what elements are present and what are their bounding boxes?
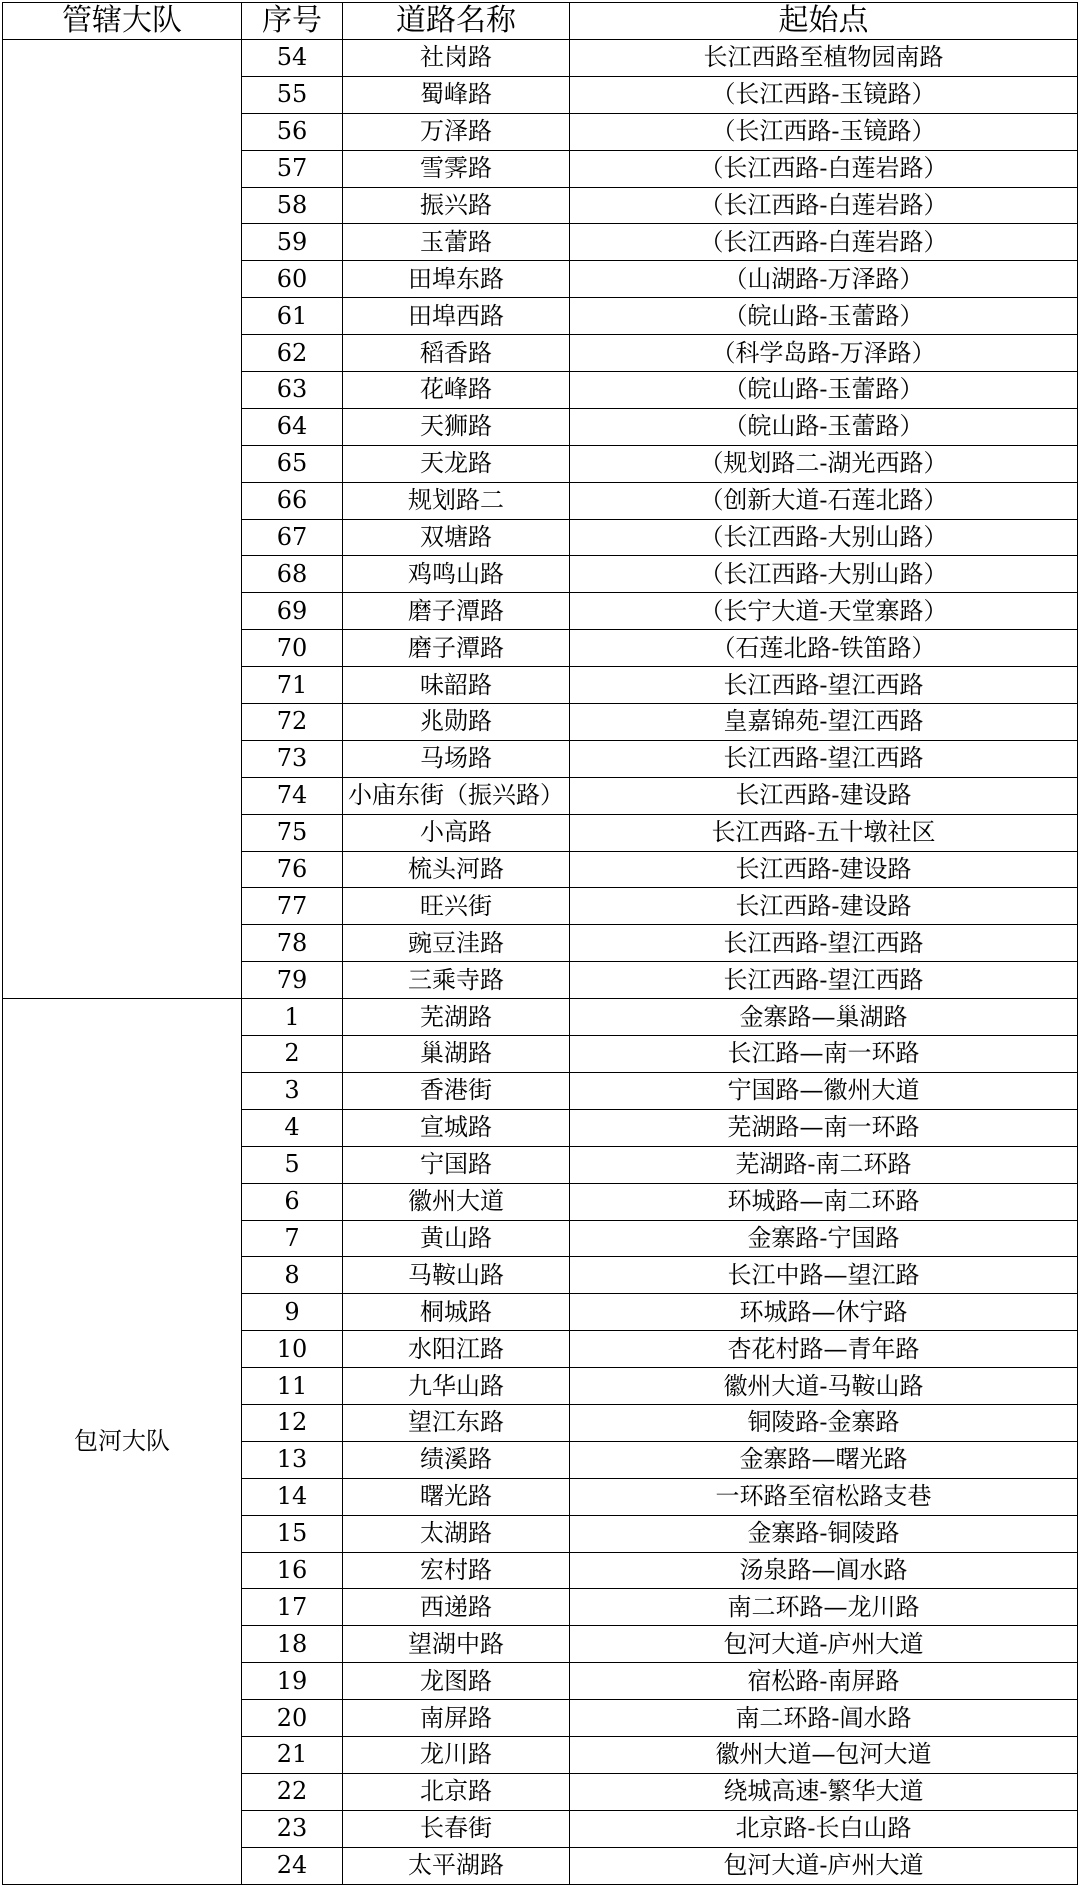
road-name-cell: 龙图路 bbox=[343, 1663, 570, 1700]
road-name-cell: 长春街 bbox=[343, 1810, 570, 1847]
road-name-cell: 味韶路 bbox=[343, 667, 570, 704]
number-cell: 72 bbox=[242, 704, 343, 741]
start-point-cell: （长江西路-白莲岩路） bbox=[570, 187, 1078, 224]
number-cell: 13 bbox=[242, 1441, 343, 1478]
number-cell: 73 bbox=[242, 740, 343, 777]
number-cell: 57 bbox=[242, 150, 343, 187]
start-point-cell: 长江西路-望江西路 bbox=[570, 740, 1078, 777]
start-point-cell: （长江西路-玉镜路） bbox=[570, 76, 1078, 113]
table-row bbox=[3, 999, 1078, 1036]
number-cell: 2 bbox=[242, 1036, 343, 1073]
road-name-cell: 绩溪路 bbox=[343, 1441, 570, 1478]
team-cell: 包河大队 bbox=[3, 999, 242, 1884]
start-point-cell: 宿松路-南屏路 bbox=[570, 1663, 1078, 1700]
start-point-cell: （皖山路-玉蕾路） bbox=[570, 372, 1078, 409]
road-name-cell: 玉蕾路 bbox=[343, 224, 570, 261]
road-name-cell: 北京路 bbox=[343, 1773, 570, 1810]
header-row bbox=[3, 3, 1078, 40]
start-point-cell: （长江西路-玉镜路） bbox=[570, 113, 1078, 150]
road-name-cell: 马场路 bbox=[343, 740, 570, 777]
road-name-cell: 磨子潭路 bbox=[343, 630, 570, 667]
start-point-cell: 杏花村路—青年路 bbox=[570, 1331, 1078, 1368]
road-name-cell: 宣城路 bbox=[343, 1109, 570, 1146]
road-name-cell: 小庙东街（振兴路） bbox=[343, 777, 570, 814]
number-cell: 18 bbox=[242, 1626, 343, 1663]
start-point-cell: 长江西路-建设路 bbox=[570, 888, 1078, 925]
number-cell: 15 bbox=[242, 1515, 343, 1552]
road-name-cell: 水阳江路 bbox=[343, 1331, 570, 1368]
number-cell: 56 bbox=[242, 113, 343, 150]
start-point-cell: 长江西路-建设路 bbox=[570, 777, 1078, 814]
start-point-cell: 宁国路—徽州大道 bbox=[570, 1072, 1078, 1109]
start-point-cell: 南二环路—龙川路 bbox=[570, 1589, 1078, 1626]
number-cell: 75 bbox=[242, 814, 343, 851]
start-point-cell: （长宁大道-天堂寨路） bbox=[570, 593, 1078, 630]
table-body bbox=[3, 40, 1078, 1885]
number-cell: 65 bbox=[242, 445, 343, 482]
road-name-cell: 望江东路 bbox=[343, 1404, 570, 1441]
start-point-cell: 包河大道-庐州大道 bbox=[570, 1847, 1078, 1884]
road-name-cell: 蜀峰路 bbox=[343, 76, 570, 113]
road-name-cell: 龙川路 bbox=[343, 1736, 570, 1773]
road-name-cell: 三乘寺路 bbox=[343, 962, 570, 999]
road-table bbox=[2, 2, 1078, 1885]
start-point-cell: 长江西路-望江西路 bbox=[570, 962, 1078, 999]
start-point-cell: 金寨路—巢湖路 bbox=[570, 999, 1078, 1036]
number-cell: 79 bbox=[242, 962, 343, 999]
header-team: 管辖大队 bbox=[3, 3, 242, 40]
road-name-cell: 太湖路 bbox=[343, 1515, 570, 1552]
start-point-cell: （长江西路-白莲岩路） bbox=[570, 150, 1078, 187]
road-name-cell: 雪霁路 bbox=[343, 150, 570, 187]
road-name-cell: 望湖中路 bbox=[343, 1626, 570, 1663]
number-cell: 76 bbox=[242, 851, 343, 888]
number-cell: 59 bbox=[242, 224, 343, 261]
number-cell: 55 bbox=[242, 76, 343, 113]
start-point-cell: 金寨路-铜陵路 bbox=[570, 1515, 1078, 1552]
number-cell: 22 bbox=[242, 1773, 343, 1810]
road-name-cell: 社岗路 bbox=[343, 40, 570, 77]
start-point-cell: 长江西路-望江西路 bbox=[570, 925, 1078, 962]
start-point-cell: 一环路至宿松路支巷 bbox=[570, 1478, 1078, 1515]
start-point-cell: 包河大道-庐州大道 bbox=[570, 1626, 1078, 1663]
road-name-cell: 天狮路 bbox=[343, 408, 570, 445]
road-name-cell: 九华山路 bbox=[343, 1368, 570, 1405]
number-cell: 4 bbox=[242, 1109, 343, 1146]
number-cell: 7 bbox=[242, 1220, 343, 1257]
number-cell: 67 bbox=[242, 519, 343, 556]
number-cell: 17 bbox=[242, 1589, 343, 1626]
road-name-cell: 巢湖路 bbox=[343, 1036, 570, 1073]
road-name-cell: 宏村路 bbox=[343, 1552, 570, 1589]
road-name-cell: 小高路 bbox=[343, 814, 570, 851]
number-cell: 5 bbox=[242, 1146, 343, 1183]
road-name-cell: 花峰路 bbox=[343, 372, 570, 409]
road-name-cell: 田埠西路 bbox=[343, 298, 570, 335]
start-point-cell: 长江西路-五十墩社区 bbox=[570, 814, 1078, 851]
road-name-cell: 鸡鸣山路 bbox=[343, 556, 570, 593]
start-point-cell: 长江西路至植物园南路 bbox=[570, 40, 1078, 77]
number-cell: 69 bbox=[242, 593, 343, 630]
start-point-cell: 长江中路—望江路 bbox=[570, 1257, 1078, 1294]
start-point-cell: 北京路-长白山路 bbox=[570, 1810, 1078, 1847]
start-point-cell: （长江西路-大别山路） bbox=[570, 519, 1078, 556]
road-name-cell: 振兴路 bbox=[343, 187, 570, 224]
road-name-cell: 徽州大道 bbox=[343, 1183, 570, 1220]
number-cell: 11 bbox=[242, 1368, 343, 1405]
start-point-cell: 皇嘉锦苑-望江西路 bbox=[570, 704, 1078, 741]
header-number: 序号 bbox=[242, 3, 343, 40]
start-point-cell: （长江西路-大别山路） bbox=[570, 556, 1078, 593]
start-point-cell: 南二环路-阊水路 bbox=[570, 1700, 1078, 1737]
number-cell: 12 bbox=[242, 1404, 343, 1441]
number-cell: 64 bbox=[242, 408, 343, 445]
number-cell: 66 bbox=[242, 482, 343, 519]
road-name-cell: 稻香路 bbox=[343, 335, 570, 372]
number-cell: 8 bbox=[242, 1257, 343, 1294]
road-name-cell: 田埠东路 bbox=[343, 261, 570, 298]
road-name-cell: 西递路 bbox=[343, 1589, 570, 1626]
start-point-cell: 汤泉路—阊水路 bbox=[570, 1552, 1078, 1589]
road-name-cell: 天龙路 bbox=[343, 445, 570, 482]
start-point-cell: 徽州大道-马鞍山路 bbox=[570, 1368, 1078, 1405]
number-cell: 21 bbox=[242, 1736, 343, 1773]
start-point-cell: 环城路—南二环路 bbox=[570, 1183, 1078, 1220]
start-point-cell: （皖山路-玉蕾路） bbox=[570, 298, 1078, 335]
road-name-cell: 黄山路 bbox=[343, 1220, 570, 1257]
number-cell: 58 bbox=[242, 187, 343, 224]
road-name-cell: 旺兴街 bbox=[343, 888, 570, 925]
start-point-cell: （石莲北路-铁笛路） bbox=[570, 630, 1078, 667]
road-name-cell: 芜湖路 bbox=[343, 999, 570, 1036]
number-cell: 9 bbox=[242, 1294, 343, 1331]
road-name-cell: 太平湖路 bbox=[343, 1847, 570, 1884]
road-name-cell: 桐城路 bbox=[343, 1294, 570, 1331]
road-name-cell: 兆勋路 bbox=[343, 704, 570, 741]
number-cell: 60 bbox=[242, 261, 343, 298]
road-name-cell: 宁国路 bbox=[343, 1146, 570, 1183]
road-name-cell: 规划路二 bbox=[343, 482, 570, 519]
road-name-cell: 豌豆洼路 bbox=[343, 925, 570, 962]
road-name-cell: 南屏路 bbox=[343, 1700, 570, 1737]
number-cell: 6 bbox=[242, 1183, 343, 1220]
road-name-cell: 香港街 bbox=[343, 1072, 570, 1109]
number-cell: 62 bbox=[242, 335, 343, 372]
table-header bbox=[3, 3, 1078, 40]
start-point-cell: （山湖路-万泽路） bbox=[570, 261, 1078, 298]
start-point-cell: 芜湖路-南二环路 bbox=[570, 1146, 1078, 1183]
start-point-cell: （皖山路-玉蕾路） bbox=[570, 408, 1078, 445]
start-point-cell: 绕城高速-繁华大道 bbox=[570, 1773, 1078, 1810]
header-start: 起始点 bbox=[570, 3, 1078, 40]
start-point-cell: 徽州大道—包河大道 bbox=[570, 1736, 1078, 1773]
road-name-cell: 梳头河路 bbox=[343, 851, 570, 888]
number-cell: 74 bbox=[242, 777, 343, 814]
start-point-cell: （长江西路-白莲岩路） bbox=[570, 224, 1078, 261]
number-cell: 70 bbox=[242, 630, 343, 667]
start-point-cell: 金寨路—曙光路 bbox=[570, 1441, 1078, 1478]
number-cell: 23 bbox=[242, 1810, 343, 1847]
start-point-cell: （规划路二-湖光西路） bbox=[570, 445, 1078, 482]
road-name-cell: 曙光路 bbox=[343, 1478, 570, 1515]
start-point-cell: 长江西路-建设路 bbox=[570, 851, 1078, 888]
number-cell: 71 bbox=[242, 667, 343, 704]
road-name-cell: 万泽路 bbox=[343, 113, 570, 150]
number-cell: 19 bbox=[242, 1663, 343, 1700]
number-cell: 78 bbox=[242, 925, 343, 962]
start-point-cell: 芜湖路—南一环路 bbox=[570, 1109, 1078, 1146]
number-cell: 1 bbox=[242, 999, 343, 1036]
team-cell bbox=[3, 40, 242, 999]
start-point-cell: 长江西路-望江西路 bbox=[570, 667, 1078, 704]
number-cell: 3 bbox=[242, 1072, 343, 1109]
number-cell: 77 bbox=[242, 888, 343, 925]
start-point-cell: （科学岛路-万泽路） bbox=[570, 335, 1078, 372]
start-point-cell: 环城路—休宁路 bbox=[570, 1294, 1078, 1331]
table-row bbox=[3, 40, 1078, 77]
start-point-cell: 金寨路-宁国路 bbox=[570, 1220, 1078, 1257]
number-cell: 10 bbox=[242, 1331, 343, 1368]
road-name-cell: 双塘路 bbox=[343, 519, 570, 556]
start-point-cell: 铜陵路-金寨路 bbox=[570, 1404, 1078, 1441]
road-name-cell: 磨子潭路 bbox=[343, 593, 570, 630]
number-cell: 68 bbox=[242, 556, 343, 593]
number-cell: 54 bbox=[242, 40, 343, 77]
number-cell: 16 bbox=[242, 1552, 343, 1589]
number-cell: 61 bbox=[242, 298, 343, 335]
number-cell: 24 bbox=[242, 1847, 343, 1884]
number-cell: 63 bbox=[242, 372, 343, 409]
start-point-cell: 长江路—南一环路 bbox=[570, 1036, 1078, 1073]
start-point-cell: （创新大道-石莲北路） bbox=[570, 482, 1078, 519]
number-cell: 14 bbox=[242, 1478, 343, 1515]
header-road: 道路名称 bbox=[343, 3, 570, 40]
road-name-cell: 马鞍山路 bbox=[343, 1257, 570, 1294]
number-cell: 20 bbox=[242, 1700, 343, 1737]
